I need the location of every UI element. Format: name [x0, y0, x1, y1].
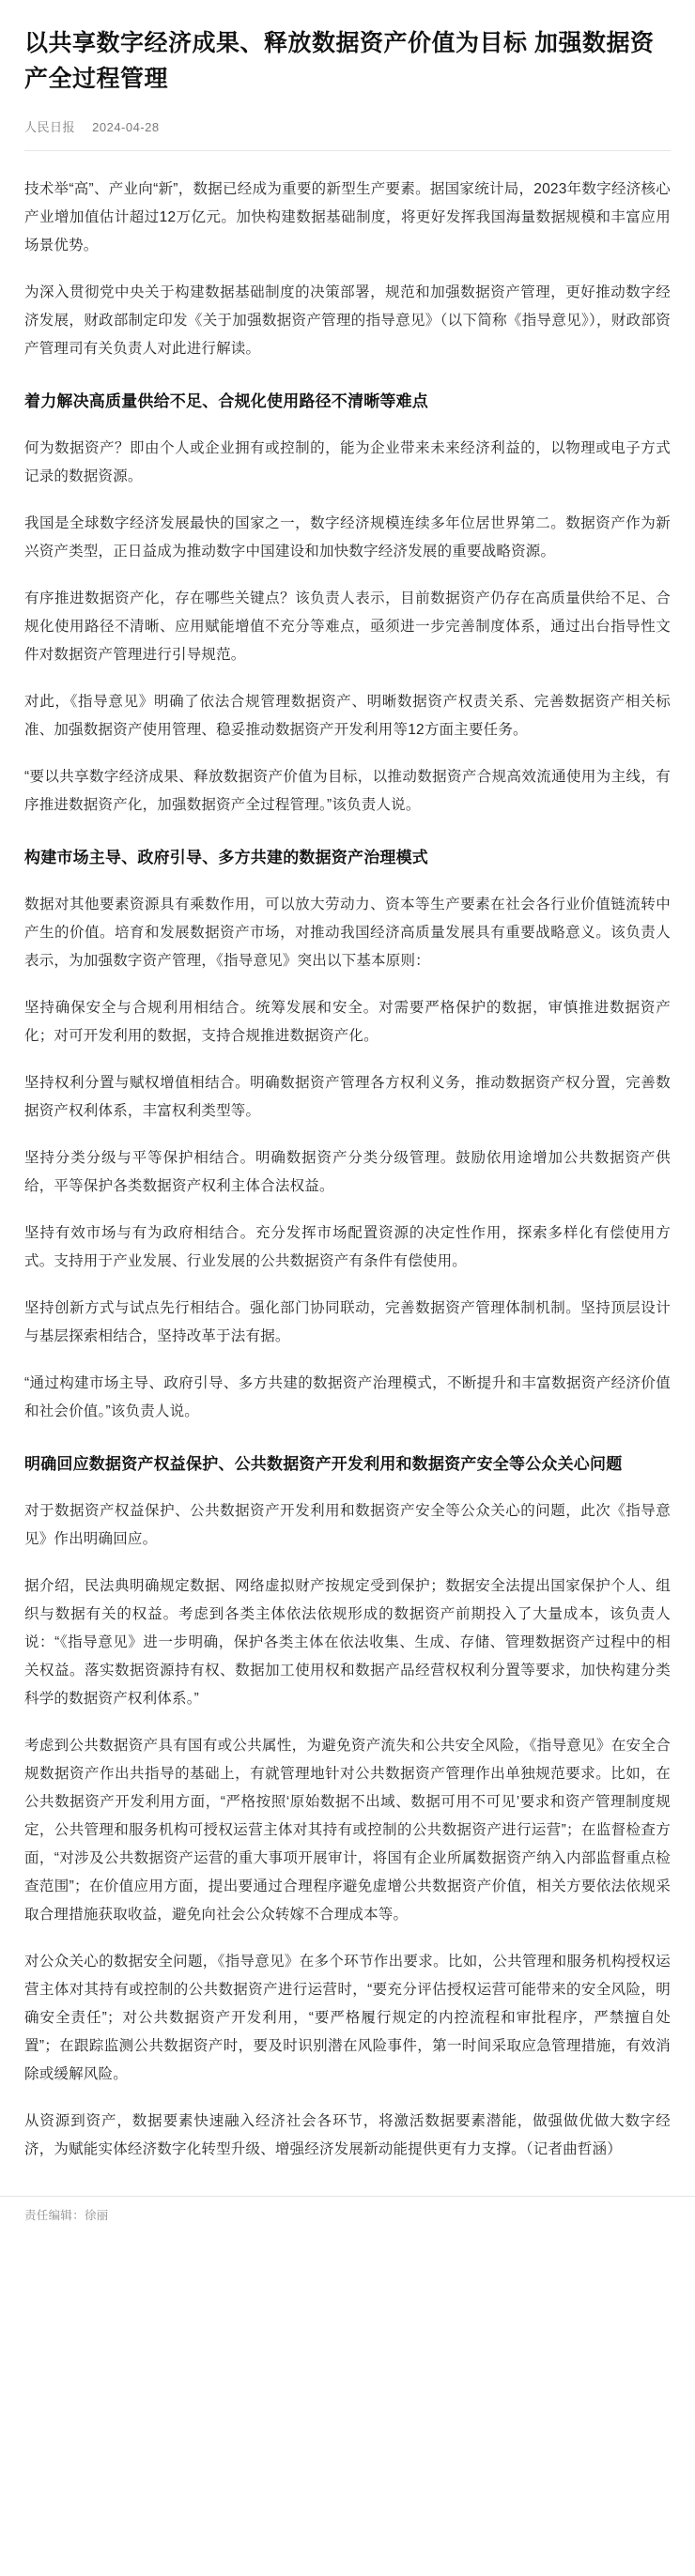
article-paragraph: 坚持权利分置与赋权增值相结合。明确数据资产管理各方权利义务，推动数据资产权分置，完善数据资产权利体系，丰富权利类型等。 [24, 1075, 671, 1119]
article-paragraph: 对公众关心的数据安全问题，《指导意见》在多个环节作出要求。比如，公共管理和服务机构授权运营主体对其持有或控制的公共数据资产进行运营时，“要充分评估授权运营可能带来的安全风险，明确安全责任”；对公共数据资产开发利用，“要严格履行规定的内控流程和审批程序，严禁擅自处置”；在跟踪监测公共数据资产时，要及时识别潜在风险事件，第一时间采取应急管理措施，有效消除或缓解风险。 [24, 1954, 671, 2082]
article-paragraph: 从资源到资产，数据要素快速融入经济社会各环节，将激活数据要素潜能，做强做优做大数字经济，为赋能实体经济数字化转型升级、增强经济发展新动能提供更有力支撑。（记者曲哲涵） [24, 2113, 671, 2157]
article-paragraph: 坚持创新方式与试点先行相结合。强化部门协同联动，完善数据资产管理体制机制。坚持顶层设计与基层探索相结合，坚持改革于法有据。 [24, 1300, 671, 1344]
editor-note: 责任编辑：徐丽 [24, 2209, 109, 2222]
section-subheading: 明确回应数据资产权益保护、公共数据资产开发利用和数据资产安全等公众关心问题 [24, 1455, 623, 1473]
article-paragraph: 我国是全球数字经济发展最快的国家之一，数字经济规模连续多年位居世界第二。数据资产作为新兴资产类型，正日益成为推动数字中国建设和加快数字经济发展的重要战略资源。 [24, 515, 671, 560]
article-paragraph: 考虑到公共数据资产具有国有或公共属性，为避免资产流失和公共安全风险，《指导意见》在安全合规数据资产作出共指导的基础上，有就管理地针对公共数据资产管理作出单独规范要求。比如，在公共数据资产开发利用方面，“严格按照‘原始数据不出域、数据可用不可见’要求和资产管理制度规定，公共管理和服务机构可授权运营主体对其持有或控制的公共数据资产进行运营”；在监督检查方面，“对涉及公共数据资产运营的重大事项开展审计，将国有企业所属数据资产纳入内部监督重点检查范围”；在价值应用方面，提出要通过合理程序避免虚增公共数据资产价值，相关方要依法依规采取合理措施获取收益，避免向社会公众转嫁不合理成本等。 [24, 1738, 671, 1923]
article-paragraph: 技术举“高”、产业向“新”，数据已经成为重要的新型生产要素。据国家统计局，2023年数字经济核心产业增加值估计超过12万亿元。加快构建数据基础制度，将更好发挥我国海量数据规模和丰富应用场景优势。 [24, 181, 671, 253]
article-paragraph: 何为数据资产？即由个人或企业拥有或控制的，能为企业带来未来经济利益的，以物理或电子方式记录的数据资源。 [24, 440, 671, 484]
article-paragraph: 坚持分类分级与平等保护相结合。明确数据资产分类分级管理。鼓励依用途增加公共数据资产供给，平等保护各类数据资产权利主体合法权益。 [24, 1150, 671, 1194]
article-date: 2024-04-28 [92, 120, 160, 134]
article-paragraph: 据介绍，民法典明确规定数据、网络虚拟财产按规定受到保护；数据安全法提出国家保护个人、组织与数据有关的权益。考虑到各类主体依法依规形成的数据资产前期投入了大量成本，该负责人说：“《指导意见》进一步明确，保护各类主体在依法收集、生成、存储、管理数据资产过程中的相关权益。落实数据资源持有权、数据加工使用权和数据产品经营权权利分置等要求，加快构建分类科学的数据资产权利体系。” [24, 1578, 671, 1707]
article-paragraph: “要以共享数字经济成果、释放数据资产价值为目标，以推动数据资产合规高效流通使用为主线，有序推进数据资产化，加强数据资产全过程管理。”该负责人说。 [24, 769, 671, 813]
page-title: 以共享数字经济成果、释放数据资产价值为目标 加强数据资产全过程管理 [24, 30, 655, 92]
article-paragraph: 坚持确保安全与合规利用相结合。统筹发展和安全。对需要严格保护的数据，审慎推进数据资产化；对可开发利用的数据，支持合规推进数据资产化。 [24, 1000, 671, 1044]
article-paragraph: 为深入贯彻党中央关于构建数据基础制度的决策部署，规范和加强数据资产管理，更好推动数字经济发展，财政部制定印发《关于加强数据资产管理的指导意见》（以下简称《指导意见》），财政部资产管理司有关负责人对此进行解读。 [24, 284, 671, 357]
article-paragraph: “通过构建市场主导、政府引导、多方共建的数据资产治理模式，不断提升和丰富数据资产经济价值和社会价值。”该负责人说。 [24, 1375, 671, 1419]
section-subheading: 着力解决高质量供给不足、合规化使用路径不清晰等难点 [24, 392, 428, 410]
byline [24, 117, 671, 135]
bottom-spacer [0, 2572, 695, 2576]
article-paragraph: 对此，《指导意见》明确了依法合规管理数据资产、明晰数据资产权责关系、完善数据资产相关标准、加强数据资产使用管理、稳妥推动数据资产开发利用等12方面主要任务。 [24, 694, 671, 738]
section-subheading: 构建市场主导、政府引导、多方共建的数据资产治理模式 [24, 849, 428, 866]
article-paragraph: 对于数据资产权益保护、公共数据资产开发利用和数据资产安全等公众关心的问题，此次《指导意见》作出明确回应。 [24, 1503, 671, 1547]
article-body [24, 151, 671, 2164]
article-container [0, 3, 695, 2164]
article-paragraph: 有序推进数据资产化，存在哪些关键点？该负责人表示，目前数据资产仍存在高质量供给不足、合规化使用路径不清晰、应用赋能增值不充分等难点，亟须进一步完善制度体系，通过出台指导性文件对数据资产管理进行引导规范。 [24, 590, 671, 663]
article-paragraph: 数据对其他要素资源具有乘数作用，可以放大劳动力、资本等生产要素在社会各行业价值链流转中产生的价值。培育和发展数据资产市场，对推动我国经济高质量发展具有重要战略意义。该负责人表示，为加强数字资产管理，《指导意见》突出以下基本原则： [24, 897, 671, 969]
article-paragraph: 坚持有效市场与有为政府相结合。充分发挥市场配置资源的决定性作用，探索多样化有偿使用方式。支持用于产业发展、行业发展的公共数据资产有条件有偿使用。 [24, 1225, 671, 1269]
article-source: 人民日报 [24, 120, 76, 134]
